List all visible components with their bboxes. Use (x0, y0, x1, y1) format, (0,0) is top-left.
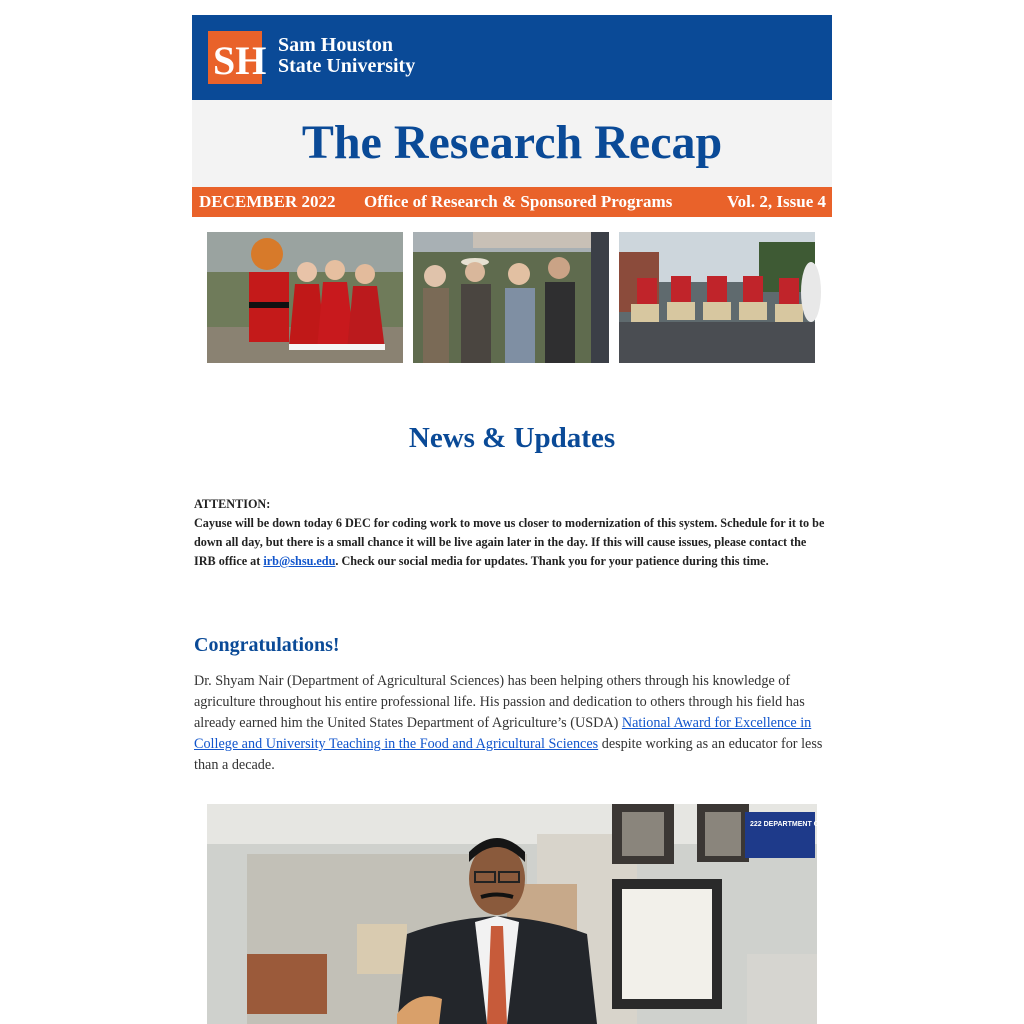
news-heading: News & Updates (408, 422, 616, 454)
newsletter (192, 15, 918, 828)
shyam-nair-photo[interactable] (207, 804, 918, 1024)
issue-date: DECEMBER 2022 (199, 192, 336, 211)
newsletter-title: The Research Recap (301, 116, 723, 169)
office-name: Office of Research & Sponsored Programs (364, 192, 673, 211)
attention-text-start: Cayuse will be down today 6 DEC for coding work to move us closer to modernization of this system. Schedule for it to be down all day, but there is a small chance it will be live again later in the day. If this will cause issues, please contact the IRB office at (194, 516, 825, 568)
congrats-paragraph (194, 671, 830, 776)
congrats-text-end: despite working as an educator for less than a decade. (194, 736, 823, 773)
header-bar (192, 15, 832, 100)
issue-banner (192, 187, 832, 217)
logo-wordmark[interactable] (278, 35, 415, 77)
title-band (192, 100, 832, 187)
issue-volume: Vol. 2, Issue 4 (726, 192, 826, 211)
shsu-logo-icon[interactable] (208, 31, 267, 84)
photo-row (192, 217, 832, 377)
attention-body (194, 514, 830, 571)
logo-letters: SH (213, 38, 267, 83)
holiday-mascot-photo[interactable] (207, 232, 403, 363)
logo-line-2: State University (278, 55, 416, 77)
irb-email-link[interactable]: irb@shsu.edu (263, 554, 336, 568)
sign-label: 222 DEPARTMENT OF AGRICULTURAL SCIENCES (750, 821, 918, 828)
congrats-heading: Congratulations! (194, 634, 340, 656)
attention-notice (194, 495, 830, 571)
lighting-ceremony-photo[interactable] (413, 232, 609, 363)
marching-drumline-photo[interactable] (619, 232, 815, 363)
logo-line-1: Sam Houston (278, 34, 394, 56)
attention-text-end: . Check our social media for updates. Thank you for your patience during this time. (335, 554, 769, 568)
congrats-text-start: Dr. Shyam Nair (Department of Agricultural Sciences) has been helping others through his knowledge of agriculture throughout his entire professional life. His passion and dedication to others through his field has already earned him the United States Department of Agriculture’s (USDA) (194, 673, 805, 731)
attention-label: ATTENTION: (194, 497, 271, 511)
usda-award-link[interactable]: National Award for Excellence in College and University Teaching in the Food and Agricultural Sciences (194, 715, 812, 752)
